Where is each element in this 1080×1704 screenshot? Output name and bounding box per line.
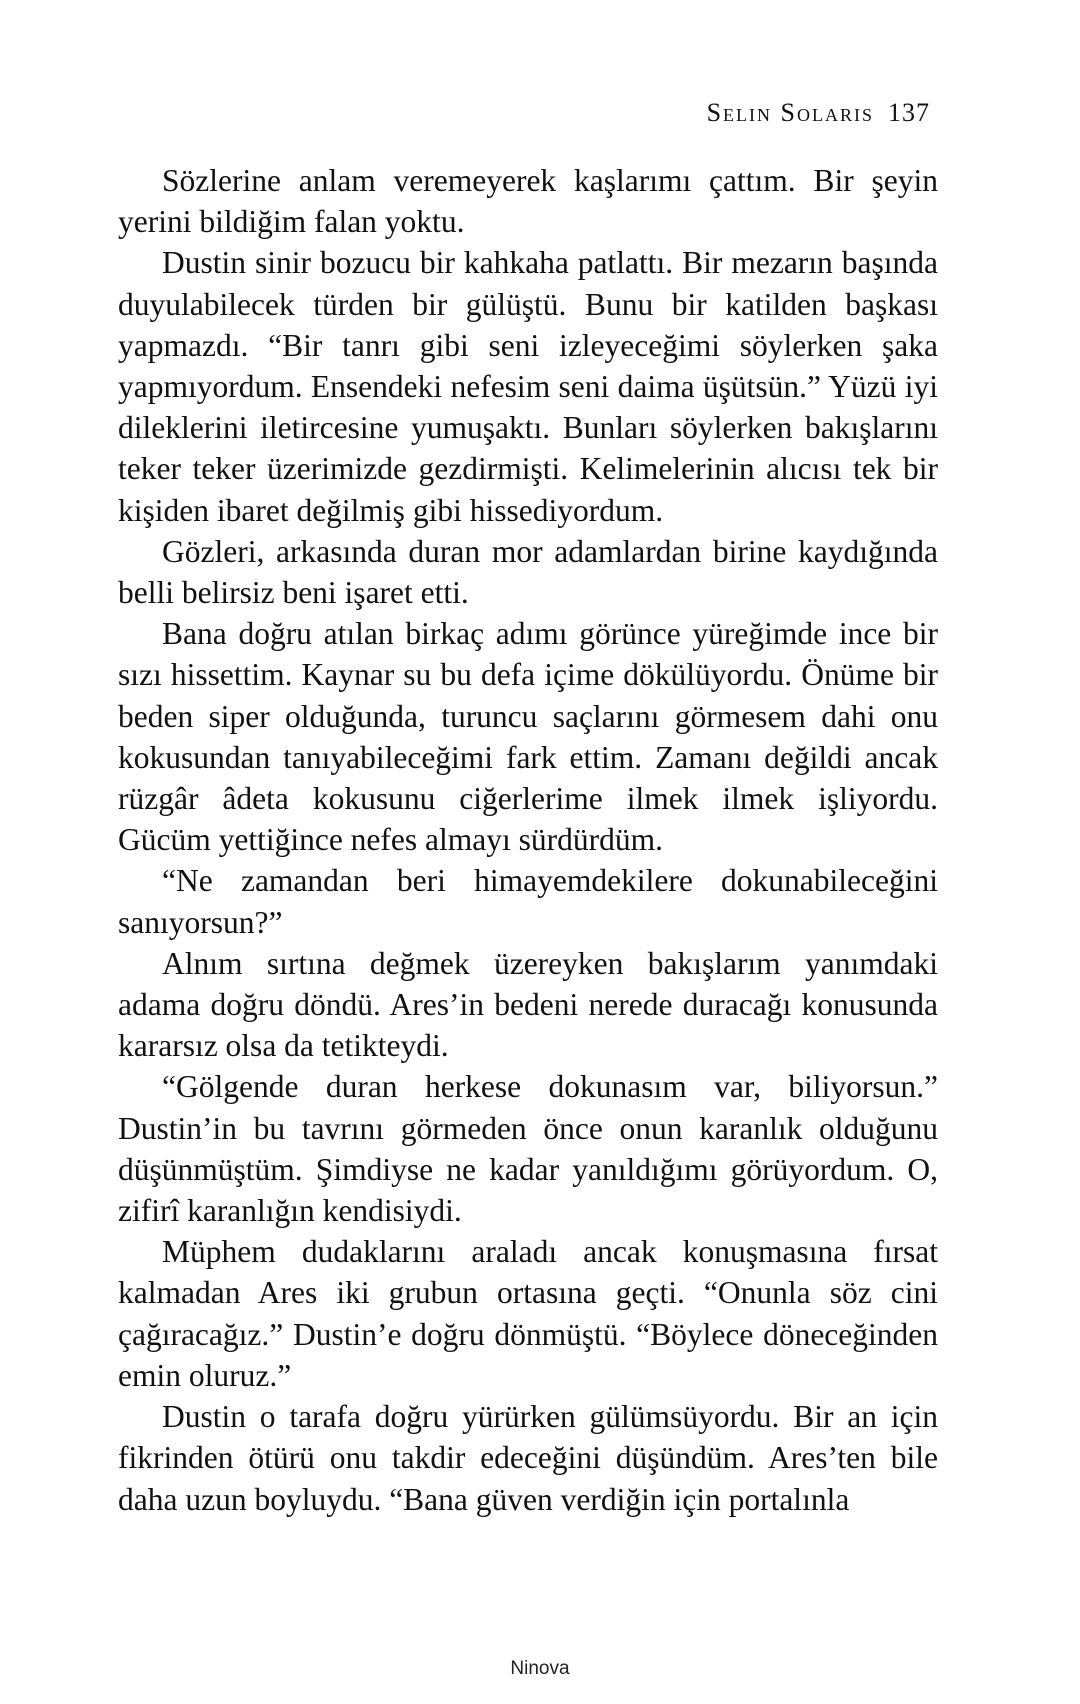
paragraph: Gözleri, arkasında duran mor adamlardan birine kaydığında belli belirsiz beni işaret etti.	[118, 533, 938, 611]
paragraph: Dustin sinir bozucu bir kahkaha patlattı. Bir mezarın başında duyulabilecek türden bir gülüştü. Bunu bir katilden başkası yapmazdı. “Bir tanrı gibi seni izleyeceğimi söylerken şaka yapmıyordum. Ensendeki nefesim seni daima üşütsün.” Yüzü iyi dileklerini iletircesine yumuşaktı. Bunları söylerken bakışlarını teker teker üzerimizde gezdirmişti. Kelimelerinin alıcısı tek bir kişiden ibaret değilmiş gibi hissediyordum.	[118, 245, 938, 528]
paragraph: Dustin o tarafa doğru yürürken gülümsüyordu. Bir an için fikrinden ötürü onu takdir edeceğini düşündüm. Ares’ten bile daha uzun boyluydu. “Bana güven verdiğin için portalınla	[118, 1399, 938, 1517]
publisher-footer: Ninova	[510, 1658, 570, 1679]
running-head	[707, 98, 930, 128]
page-number: 137	[888, 98, 930, 127]
paragraph: “Ne zamandan beri himayemdekilere dokunabileceğini sanıyorsun?”	[118, 863, 938, 940]
author-name: Selin Solaris	[706, 98, 874, 127]
paragraph: “Gölgende duran herkese dokunasım var, biliyorsun.” Dustin’in bu tavrını görmeden önce onun karanlık olduğunu düşünmüştüm. Şimdiyse ne kadar yanıldığımı görüyordum. O, zifirî karanlığın kendisiydi.	[118, 1069, 938, 1229]
paragraph: Alnım sırtına değmek üzereyken bakışlarım yanımdaki adama doğru döndü. Ares’in bedeni nerede duracağı konusunda kararsız olsa da tetikteydi.	[118, 945, 938, 1064]
body-text	[118, 160, 938, 1520]
paragraph: Bana doğru atılan birkaç adımı görünce yüreğimde ince bir sızı hissettim. Kaynar su bu defa içime dökülüyordu. Önüme bir beden siper olduğunda, turuncu saçlarını görmesem dahi onu kokusundan tanıyabileceğimi fark ettim. Zamanı değildi ancak rüzgâr âdeta kokusunu ciğerlerime ilmek ilmek işliyordu. Gücüm yettiğince nefes almayı sürdürdüm.	[118, 616, 938, 858]
paragraph: Sözlerine anlam veremeyerek kaşlarımı çattım. Bir şeyin yerini bildiğim falan yoktu.	[118, 163, 938, 240]
paragraph: Müphem dudaklarını araladı ancak konuşmasına fırsat kalmadan Ares iki grubun ortasına geçti. “Onunla söz cini çağıracağız.” Dustin’e doğru dönmüştü. “Böylece döneceğinden emin oluruz.”	[118, 1234, 938, 1393]
